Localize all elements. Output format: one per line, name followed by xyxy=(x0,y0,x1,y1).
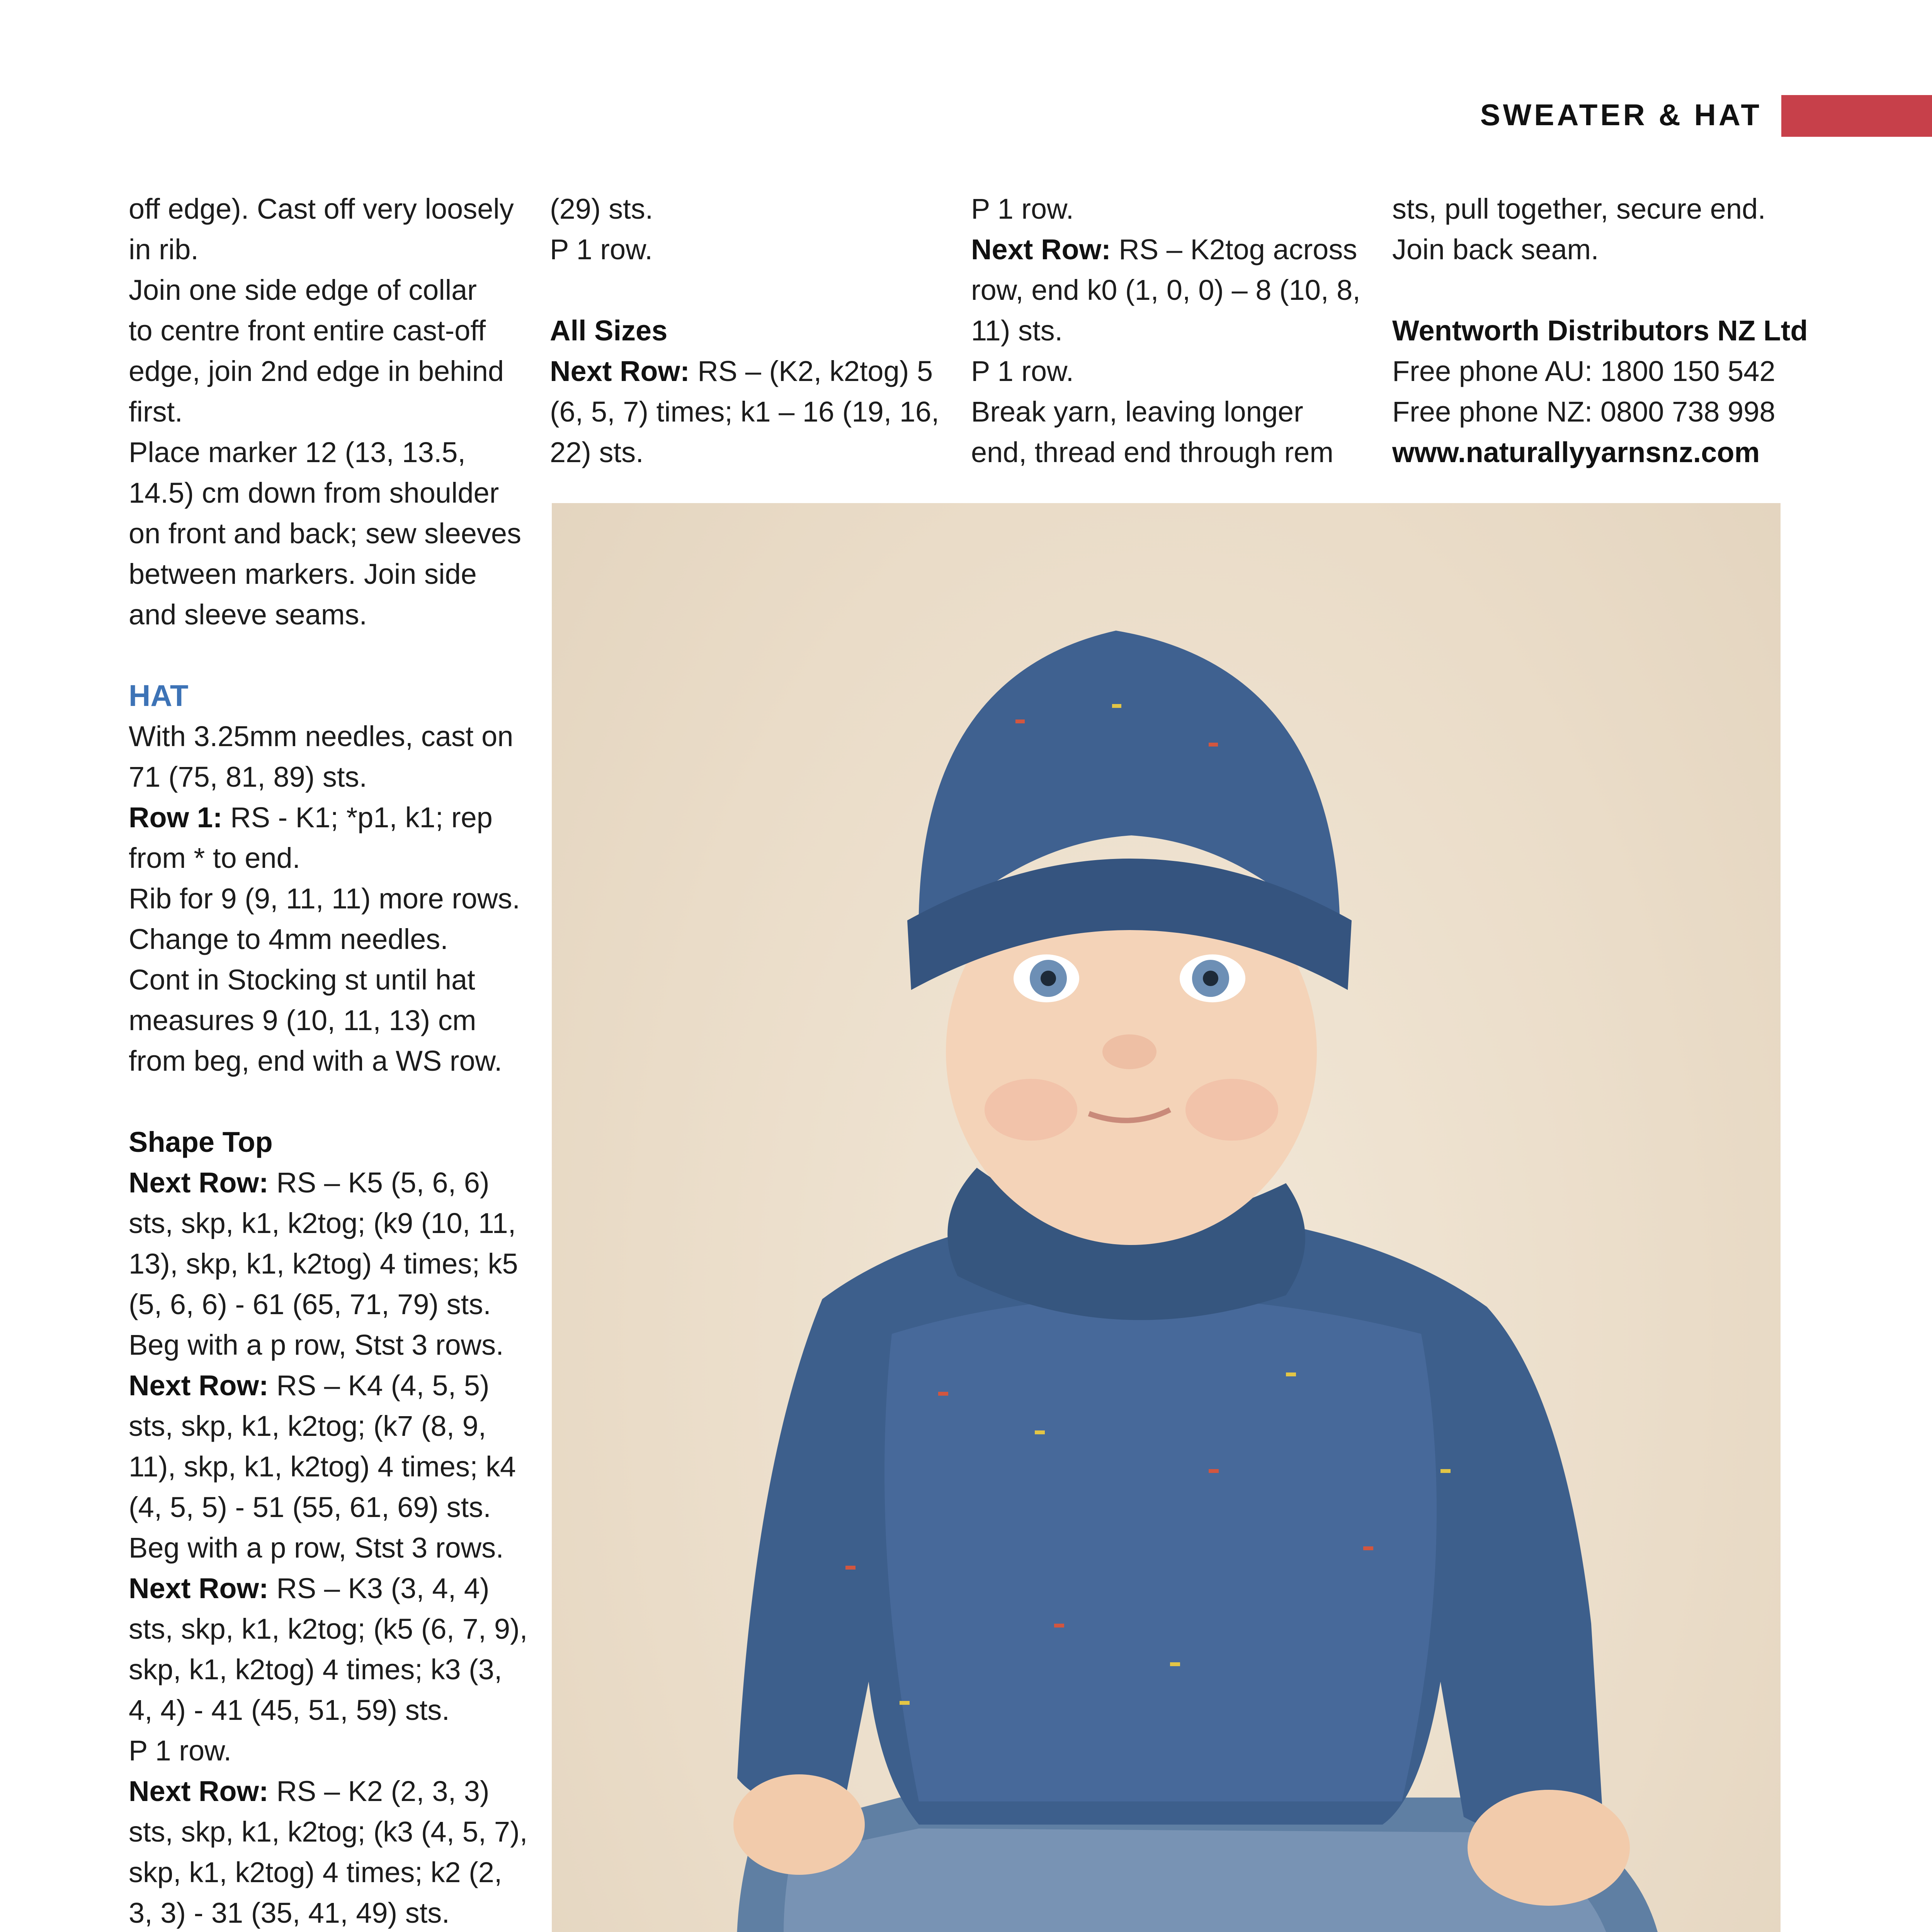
text-line: in rib. xyxy=(129,233,199,265)
text-line: and sleeve seams. xyxy=(129,599,367,631)
text-line: first. xyxy=(129,396,183,428)
text-line xyxy=(971,229,1361,270)
text-line: on front and back; sew sleeves xyxy=(129,517,522,549)
text-line: (6, 5, 7) times; k1 – 16 (19, 16, xyxy=(550,396,939,428)
text-line: between markers. Join side xyxy=(129,558,477,590)
text-line: P 1 row. xyxy=(971,193,1074,225)
distributor-name: Wentworth Distributors NZ Ltd xyxy=(1392,315,1808,347)
text-line: from * to end. xyxy=(129,842,301,874)
text-line xyxy=(129,1162,529,1203)
row-text: RS - K1; *p1, k1; rep xyxy=(222,801,493,833)
row-label: Next Row: xyxy=(129,1572,269,1604)
text-line: (4, 5, 5) - 51 (55, 61, 69) sts. xyxy=(129,1491,491,1523)
row-label: Next Row: xyxy=(129,1775,269,1807)
hat-heading: HAT xyxy=(129,679,189,713)
text-line xyxy=(129,1568,529,1609)
text-line: Break yarn, leaving longer xyxy=(971,396,1303,428)
phone-au: Free phone AU: 1800 150 542 xyxy=(1392,355,1776,387)
text-line: 11), skp, k1, k2tog) 4 times; k4 xyxy=(129,1451,516,1483)
pattern-column-4 xyxy=(1392,189,1808,473)
pattern-column-3 xyxy=(971,189,1361,473)
text-line: measures 9 (10, 11, 13) cm xyxy=(129,1004,476,1036)
phone-nz: Free phone NZ: 0800 738 998 xyxy=(1392,396,1776,428)
text-line: Beg with a p row, Stst 3 rows. xyxy=(129,1532,504,1564)
text-line xyxy=(550,351,939,391)
text-line: 71 (75, 81, 89) sts. xyxy=(129,761,367,793)
pattern-column-2 xyxy=(550,189,939,473)
text-line: 11) sts. xyxy=(971,315,1063,347)
row-text: RS – K3 (3, 4, 4) xyxy=(268,1572,490,1604)
text-line: 22) sts. xyxy=(550,436,644,468)
text-line: end, thread end through rem xyxy=(971,436,1333,468)
text-line: off edge). Cast off very loosely xyxy=(129,193,514,225)
text-line: from beg, end with a WS row. xyxy=(129,1045,502,1077)
text-line: Rib for 9 (9, 11, 11) more rows. xyxy=(129,883,520,915)
text-line: 4, 4) - 41 (45, 51, 59) sts. xyxy=(129,1694,450,1726)
text-line: With 3.25mm needles, cast on xyxy=(129,720,514,752)
row-label: Next Row: xyxy=(129,1167,269,1199)
row-label: Row 1: xyxy=(129,801,223,833)
text-line: to centre front entire cast-off xyxy=(129,315,486,347)
text-line: Join back seam. xyxy=(1392,233,1599,265)
pattern-column-1 xyxy=(129,189,529,1932)
text-line: sts, skp, k1, k2tog; (k3 (4, 5, 7), xyxy=(129,1816,528,1848)
row-label: Next Row: xyxy=(971,233,1111,265)
text-line: sts, skp, k1, k2tog; (k7 (8, 9, xyxy=(129,1410,486,1442)
text-line: 14.5) cm down from shoulder xyxy=(129,477,499,509)
text-line: sts, skp, k1, k2tog; (k5 (6, 7, 9), xyxy=(129,1613,528,1645)
row-label: Next Row: xyxy=(129,1369,269,1401)
text-line: P 1 row. xyxy=(971,355,1074,387)
text-line xyxy=(129,797,529,838)
text-line: row, end k0 (1, 0, 0) – 8 (10, 8, xyxy=(971,274,1361,306)
section-title: SWEATER & HAT xyxy=(1480,98,1762,132)
row-text: RS – K2 (2, 3, 3) xyxy=(268,1775,490,1807)
website-link[interactable]: www.naturallyyarnsnz.com xyxy=(1392,436,1760,468)
text-line: sts, pull together, secure end. xyxy=(1392,193,1766,225)
text-line xyxy=(129,1365,529,1406)
text-line: sts, skp, k1, k2tog; (k9 (10, 11, xyxy=(129,1207,516,1239)
text-line xyxy=(129,1771,529,1811)
text-line: P 1 row. xyxy=(129,1735,232,1767)
text-line: (29) sts. xyxy=(550,193,653,225)
text-line: Cont in Stocking st until hat xyxy=(129,964,475,996)
row-label: Next Row: xyxy=(550,355,690,387)
baby-illustration xyxy=(552,503,1781,1932)
shape-top-heading: Shape Top xyxy=(129,1126,273,1158)
baby-photo xyxy=(552,503,1781,1932)
text-line: 3, 3) - 31 (35, 41, 49) sts. xyxy=(129,1897,450,1929)
text-line: (5, 6, 6) - 61 (65, 71, 79) sts. xyxy=(129,1288,491,1320)
text-line: Beg with a p row, Stst 3 rows. xyxy=(129,1329,504,1361)
text-line: Change to 4mm needles. xyxy=(129,923,448,955)
row-text: RS – K5 (5, 6, 6) xyxy=(268,1167,490,1199)
text-line: 13), skp, k1, k2tog) 4 times; k5 xyxy=(129,1248,518,1280)
text-line: edge, join 2nd edge in behind xyxy=(129,355,504,387)
text-line: P 1 row. xyxy=(550,233,653,265)
all-sizes-heading: All Sizes xyxy=(550,315,668,347)
section-accent-bar xyxy=(1781,95,1932,137)
row-text: RS – K2tog across xyxy=(1111,233,1357,265)
text-line: Join one side edge of collar xyxy=(129,274,477,306)
text-line: skp, k1, k2tog) 4 times; k3 (3, xyxy=(129,1653,502,1685)
row-text: RS – (K2, k2tog) 5 xyxy=(689,355,933,387)
text-line: Place marker 12 (13, 13.5, xyxy=(129,436,466,468)
text-line: skp, k1, k2tog) 4 times; k2 (2, xyxy=(129,1856,502,1888)
row-text: RS – K4 (4, 5, 5) xyxy=(268,1369,490,1401)
